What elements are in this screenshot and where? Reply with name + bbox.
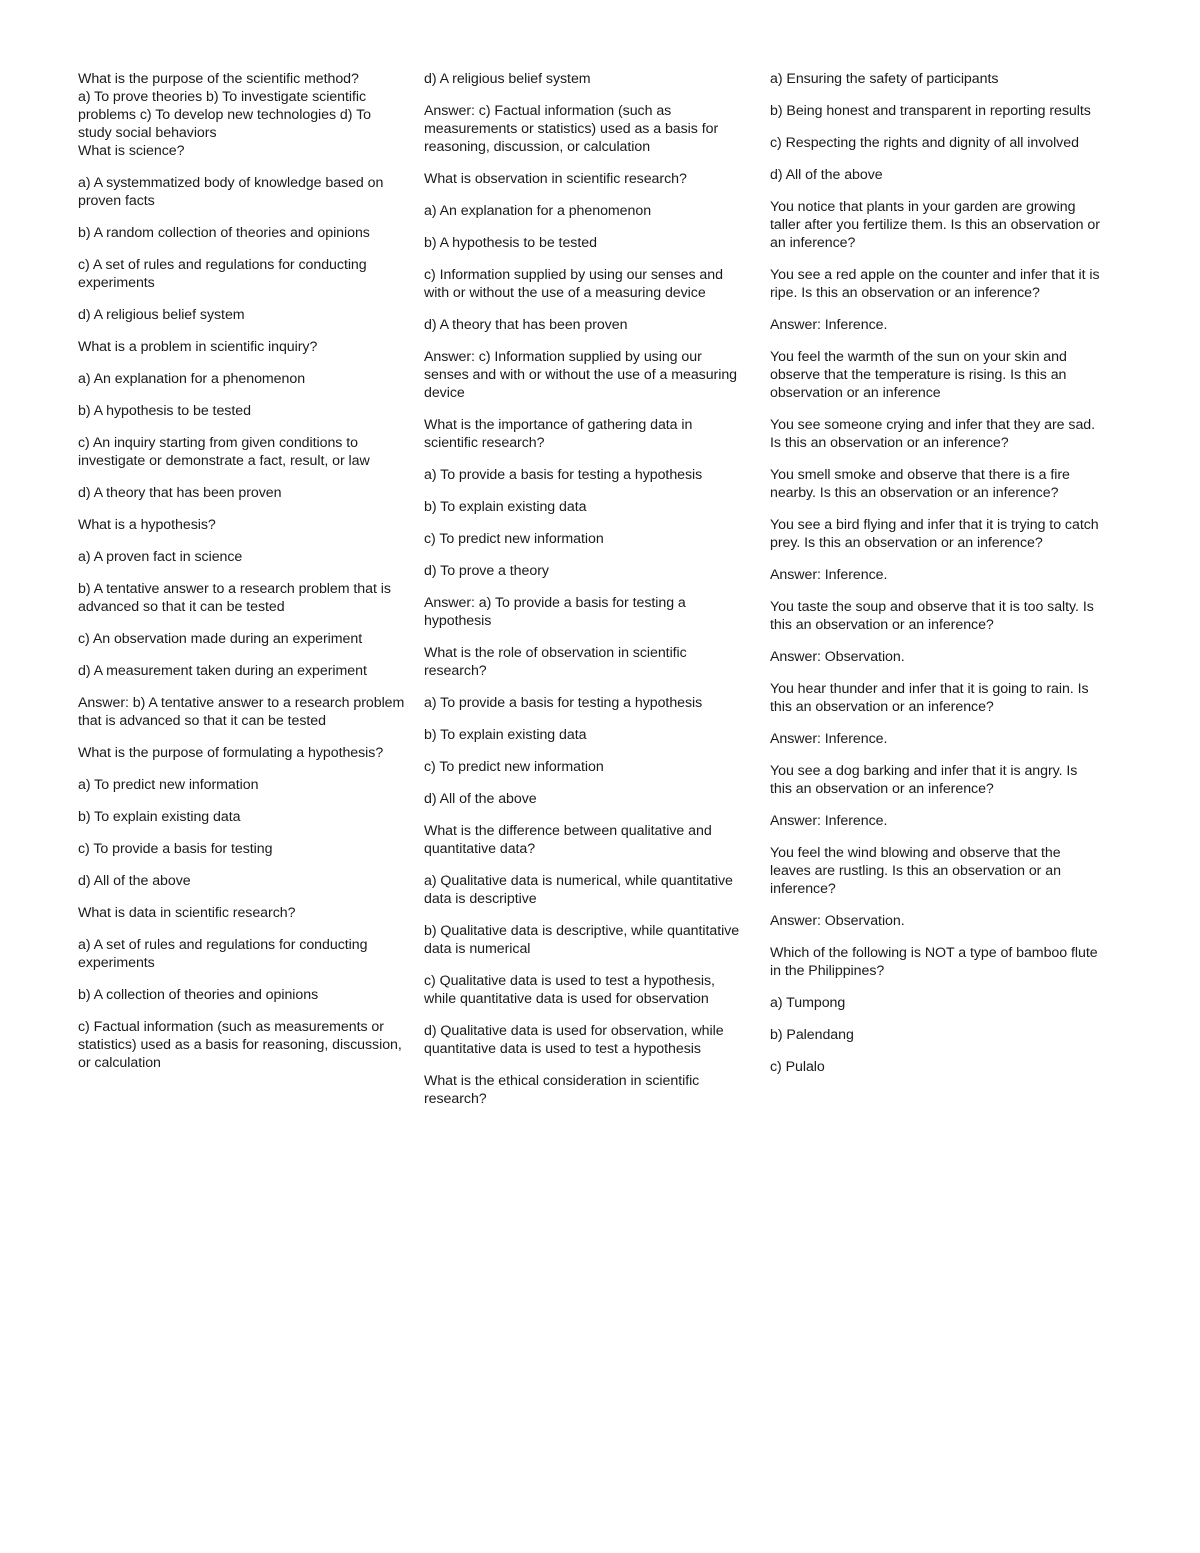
question-text: You smell smoke and observe that there is a fire nearby. Is this an observation or an inference?: [770, 467, 1070, 501]
option-text: d) To prove a theory: [424, 563, 549, 579]
question-text: What is the purpose of formulating a hypothesis?: [78, 745, 384, 761]
option-text: b) Palendang: [770, 1027, 854, 1043]
option-text: b) Being honest and transparent in reporting results: [770, 103, 1091, 119]
option-text: a) To predict new information: [78, 777, 259, 793]
option-text: d) A measurement taken during an experiment: [78, 663, 367, 679]
option-text: b) To explain existing data: [78, 809, 241, 825]
question-text: Which of the following is NOT a type of bamboo flute in the Philippines?: [770, 945, 1098, 979]
option-text: a) A systemmatized body of knowledge based on proven facts: [78, 175, 384, 209]
option-text: d) All of the above: [424, 791, 537, 807]
option-text: b) To explain existing data: [424, 499, 587, 515]
option-text: d) A theory that has been proven: [78, 485, 282, 501]
option-text: a) Tumpong: [770, 995, 846, 1011]
question-text: What is the difference between qualitative and quantitative data?: [424, 823, 712, 857]
option-text: a) To provide a basis for testing a hypothesis: [424, 467, 703, 483]
question-text: You see a dog barking and infer that it is angry. Is this an observation or an inference?: [770, 763, 1078, 797]
question-text: Answer: a) To provide a basis for testing a hypothesis: [424, 595, 686, 629]
question-text: Answer: c) Information supplied by using our senses and with or without the use of a measuring device: [424, 349, 738, 401]
question-text: Answer: Inference.: [770, 567, 888, 583]
option-text: c) A set of rules and regulations for conducting experiments: [78, 257, 367, 291]
option-text: a) Qualitative data is numerical, while quantitative data is descriptive: [424, 873, 733, 907]
option-text: d) All of the above: [770, 167, 883, 183]
question-text: You feel the warmth of the sun on your skin and observe that the temperature is rising. Is this an observation or an inference: [770, 349, 1067, 401]
question-text: What is the ethical consideration in scientific research?: [424, 1073, 700, 1107]
option-text: c) To provide a basis for testing: [78, 841, 273, 857]
question-text: What is a problem in scientific inquiry?: [78, 339, 318, 355]
option-text: a) To provide a basis for testing a hypothesis: [424, 695, 703, 711]
option-text: a) A proven fact in science: [78, 549, 243, 565]
option-text: c) Information supplied by using our senses and with or without the use of a measuring device: [424, 267, 723, 301]
option-text: c) An inquiry starting from given conditions to investigate or demonstrate a fact, result, or law: [78, 435, 370, 469]
option-text: d) A theory that has been proven: [424, 317, 628, 333]
question-text: What is the purpose of the scientific method? a) To prove theories b) To investigate scientific problems c) To develop new technologies d) To study social behaviors What is science?: [78, 71, 371, 159]
option-text: c) Factual information (such as measurements or statistics) used as a basis for reasoning, discussion, or calculation: [78, 1019, 402, 1071]
question-text: What is the importance of gathering data in scientific research?: [424, 417, 693, 451]
question-text: Answer: Observation.: [770, 649, 905, 665]
option-text: c) Respecting the rights and dignity of all involved: [770, 135, 1079, 151]
option-text: d) All of the above: [78, 873, 191, 889]
question-text: What is a hypothesis?: [78, 517, 216, 533]
option-text: d) Qualitative data is used for observation, while quantitative data is used to test a hypothesis: [424, 1023, 724, 1057]
option-text: a) An explanation for a phenomenon: [424, 203, 652, 219]
option-text: a) An explanation for a phenomenon: [78, 371, 306, 387]
option-text: b) To explain existing data: [424, 727, 587, 743]
option-text: b) A random collection of theories and opinions: [78, 225, 370, 241]
question-text: Answer: c) Factual information (such as measurements or statistics) used as a basis for reasoning, discussion, or calculation: [424, 103, 719, 155]
question-text: Answer: b) A tentative answer to a research problem that is advanced so that it can be tested: [78, 695, 405, 729]
question-text: Answer: Inference.: [770, 731, 888, 747]
question-text: What is observation in scientific research?: [424, 171, 687, 187]
question-text: Answer: Inference.: [770, 813, 888, 829]
question-text: You see someone crying and infer that they are sad. Is this an observation or an inference?: [770, 417, 1096, 451]
option-text: c) An observation made during an experiment: [78, 631, 363, 647]
column-middle: [424, 70, 750, 1122]
question-text: a) Ensuring the safety of participants: [770, 71, 999, 87]
option-text: b) Qualitative data is descriptive, while quantitative data is numerical: [424, 923, 740, 957]
question-text: You hear thunder and infer that it is going to rain. Is this an observation or an inference?: [770, 681, 1089, 715]
option-text: b) A hypothesis to be tested: [78, 403, 251, 419]
option-text: c) To predict new information: [424, 531, 604, 547]
option-text: d) A religious belief system: [78, 307, 245, 323]
question-text: What is the role of observation in scientific research?: [424, 645, 687, 679]
question-text: You see a red apple on the counter and infer that it is ripe. Is this an observation or an inference?: [770, 267, 1100, 301]
option-text: b) A hypothesis to be tested: [424, 235, 597, 251]
option-text: a) A set of rules and regulations for conducting experiments: [78, 937, 368, 971]
column-left: [78, 70, 406, 1086]
option-text: c) To predict new information: [424, 759, 604, 775]
question-text: You notice that plants in your garden are growing taller after you fertilize them. Is this an observation or an inference?: [770, 199, 1100, 251]
question-text: d) A religious belief system: [424, 71, 591, 87]
option-text: c) Qualitative data is used to test a hypothesis, while quantitative data is used for observation: [424, 973, 715, 1007]
question-text: What is data in scientific research?: [78, 905, 296, 921]
option-text: b) A tentative answer to a research problem that is advanced so that it can be tested: [78, 581, 391, 615]
question-text: You see a bird flying and infer that it is trying to catch prey. Is this an observation or an inference?: [770, 517, 1099, 551]
column-right: [770, 70, 1100, 1090]
question-text: You taste the soup and observe that it is too salty. Is this an observation or an inference?: [770, 599, 1094, 633]
option-text: b) A collection of theories and opinions: [78, 987, 319, 1003]
question-text: Answer: Inference.: [770, 317, 888, 333]
question-text: You feel the wind blowing and observe that the leaves are rustling. Is this an observation or an inference?: [770, 845, 1061, 897]
option-text: c) Pulalo: [770, 1059, 825, 1075]
question-text: Answer: Observation.: [770, 913, 905, 929]
